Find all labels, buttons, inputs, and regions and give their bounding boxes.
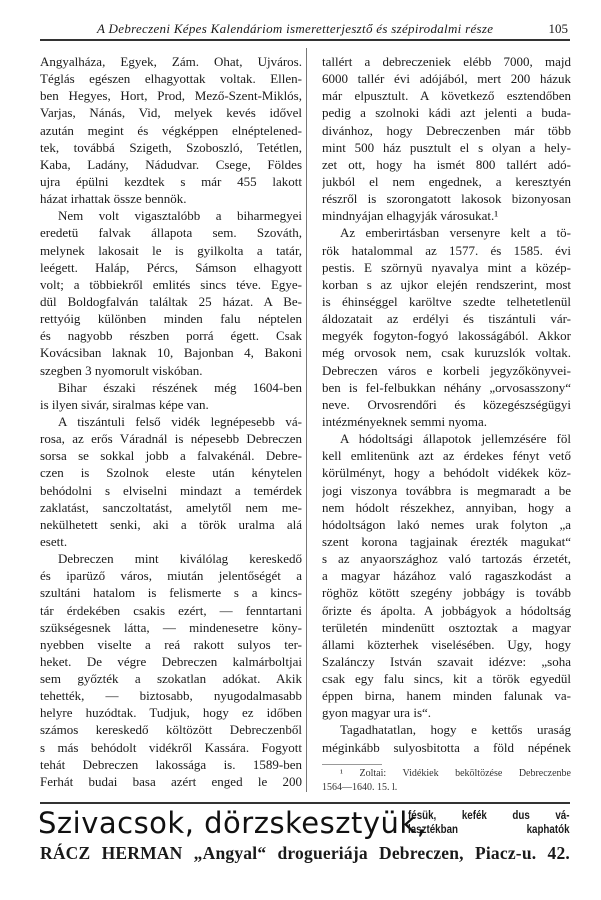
page-number: 105 (548, 21, 568, 36)
paragraph (40, 413, 302, 550)
footnote (322, 767, 571, 795)
text-line: Kaba, Ladány, Nádudvar. Csege, Földes (40, 156, 302, 172)
text-line: még orvosok nem, csak kuruzslók voltak. (322, 345, 571, 361)
text-line: Ferhát budai basa azért enged le 200 (40, 773, 302, 789)
text-line: röghöz kötött szegény jobbágy is tovább (322, 585, 571, 601)
advertisement-rule (40, 802, 570, 804)
text-line: azután megint és végképpen elnéptelened- (40, 122, 302, 138)
paragraph (40, 53, 302, 207)
text-line: zet ott, hogy ha ismét 800 tallért adó- (322, 156, 571, 172)
advertisement-side-line: fésük, kefék dus vá- (408, 810, 570, 822)
text-line: áldozatait az erdélyi és tiszántuli vár- (322, 311, 571, 327)
text-line: Nem volt vigasztalóbb a biharmegyei (58, 208, 302, 224)
text-line: volt; a többiekről emlités sincs téve. Egye- (40, 276, 302, 292)
header-rule (40, 39, 570, 41)
text-line: rettyóig különben minden falu néptelen (40, 311, 302, 327)
text-line: s az anyaországhoz való tartozás érzetét, (322, 551, 571, 567)
text-line: behódolni s elviselni mindazt a temérdek (40, 482, 302, 498)
right-column (322, 53, 571, 756)
text-line: is ilyen sivár, siralmas képe van. (40, 396, 209, 412)
text-line: már elpusztult. A következő esztendőben (322, 88, 571, 104)
text-line: és nagyobb részben porrá égett. Csak (40, 328, 302, 344)
text-line: éppen birna, hanem minden falunak va- (322, 688, 571, 704)
text-line: nekülhetett senki, aki a török uralma alá (40, 516, 302, 532)
text-line: állami közterhek viselésében. Ugy, hogy (322, 636, 571, 652)
text-line: csak egy falu sincs, kit a török egyedül (322, 671, 571, 687)
text-line: kell emlitenünk azt az érdekes fényt vető (322, 448, 571, 464)
text-line: részről is szorongatott lakosok bizonyosan (322, 191, 571, 207)
footnote-rule (322, 764, 382, 765)
text-line: korban s az ujkor elején rendszerint, most (322, 276, 571, 292)
text-line: szultáni hatalom is felismerte s a kincs- (40, 585, 302, 601)
text-line: Angyalháza, Egyek, Zám. Ohat, Ujváros. (40, 54, 302, 69)
text-line: neve. Orvosrendőri és közegészségügyi (322, 396, 571, 412)
text-line: és iparüző város, miután jelentőségét a (40, 568, 302, 584)
text-line: ben is fel-felbukkan néhány „orvosasszony“ (322, 379, 571, 395)
text-line: Az emberirtásban versenyre kelt a tö- (340, 225, 571, 241)
text-line: Varjas, Nánás, Vid, melyek kevés idővel (40, 105, 302, 121)
text-line: Tagadhatatlan, hogy e kettős uraság (340, 722, 571, 738)
text-line: sem győzték a szokatlan adókat. Akik (40, 671, 302, 687)
text-line: leégett. Haláp, Pércs, Sámson elhagyott (40, 259, 302, 275)
text-line: divánhoz, hogy Debreczenben már több (322, 122, 571, 138)
text-line: dül Boldogfalván találtak 25 házat. A Be- (40, 293, 302, 309)
text-line: Kovácsiban laknak 10, Bajonban 4, Bakoni (40, 345, 302, 361)
text-line: őrizte és ápolta. A jobbágyok a hódoltság (322, 602, 571, 618)
paragraph (40, 207, 302, 378)
text-line: intézményeknek semmi nyoma. (322, 413, 487, 429)
left-column (40, 53, 302, 790)
text-line: esett. (40, 533, 68, 549)
text-line: eredetü falvak állapota sem. Szováth, (40, 225, 302, 241)
text-line: 6000 tallér évi adójából, mert 200 házuk (322, 71, 571, 87)
text-line: ujra épülni kezdtek s már 455 lakott (40, 173, 302, 189)
text-line: Debreczen város e korbeli jegyzőkönyvei- (322, 362, 571, 378)
text-line: szegben 3 nyomorult viskóban. (40, 362, 203, 378)
text-line: A hódoltsági állapotok jellemzésére föl (340, 431, 571, 447)
text-line: Debreczen mint kiválólag kereskedő (58, 551, 302, 567)
text-line: s más behódolt vidékről Kassára. Fogyott (40, 739, 302, 755)
text-line: Szalánczy István szavait idézve: „soha (322, 653, 571, 669)
text-line: tek, továbbá Szigeth, Szoboszló, Tetétlen, (40, 139, 302, 155)
text-line: méginkább sulyosbitotta a föld népének (322, 739, 571, 755)
text-line: jukból el nem engednek, a keresztyén (322, 173, 571, 189)
paragraph (322, 53, 571, 224)
text-line: tehát Debreczen lakossága is. 1589-ben (40, 756, 302, 772)
text-line: területén mindenütt osztoztak a magyar (322, 619, 571, 635)
advertisement-side-text (408, 809, 570, 837)
paragraph (322, 224, 571, 430)
text-line: zaklatást, sanczoltatást, amelytől nem me- (40, 499, 302, 515)
text-line: rosa, az erős Váradnál is népesebb Debreczen (40, 431, 302, 447)
text-line: pestis. E szörnyü nyavalya mint a közép- (322, 259, 571, 275)
text-line: rök hatalommal az 1577. és 1585. évi (322, 242, 571, 258)
text-line: helyre huzódtak. Tudjuk, hogy ez időben (40, 705, 302, 721)
text-line: a magyar házához való ragaszkodást a (322, 568, 571, 584)
text-line: sorsa se sokkal jobb a falvakénál. Debre- (40, 448, 302, 464)
column-divider (306, 48, 307, 792)
text-line: mindnyájan elhagyják városukat.¹ (322, 208, 499, 224)
text-line: szent korona tagjainak érezték magukat“ (322, 533, 571, 549)
text-line: hódoltságon lakó nemes urak folyton „a (322, 516, 571, 532)
text-line: számos kereskedő költözött Debreczenből (40, 722, 302, 738)
text-line: ben Hegyes, Hort, Prod, Mező-Szent-Miklós, (40, 88, 302, 104)
text-line: Bihar északi részének még 1604-ben (58, 379, 302, 395)
text-line: tár érdekében csakis ezért, — fenntartani (40, 602, 302, 618)
text-line: körülményt, hogy a behódolt vidékek köz- (322, 465, 571, 481)
advertisement-address: RÁCZ HERMAN „Angyal“ drogueriája Debreczen, Piacz-u. 42. (40, 843, 570, 863)
paragraph (322, 430, 571, 721)
text-line: mint 500 ház pusztult el s olyan a hely- (322, 139, 571, 155)
text-line: pedig a szolnoki kádi azt jelenti a buda- (322, 105, 571, 121)
text-line: A tiszántuli felső vidék legnépesebb vá- (58, 413, 302, 429)
text-line: Téglás egészen elhagyottak voltak. Ellen- (40, 71, 302, 87)
paragraph (322, 721, 571, 755)
text-line: megyék fogyton-fogyó lakosságából. Akkor (322, 328, 571, 344)
text-line: melynek lakosait le is gyilkolta a tatár, (40, 242, 302, 258)
text-line: tallért a debreczeniek elébb 7000, majd (322, 54, 571, 69)
text-line: is éhinséggel karöltve szedte telhetetlenül (322, 293, 571, 309)
advertisement-headline: Szivacsok, dörzskesztyük, (38, 806, 427, 840)
text-line: házat irhattak össze bennök. (40, 191, 187, 207)
text-line: czen is Szolnok eleste után kénytelen (40, 465, 302, 481)
footnote-line: ¹ Zoltai: Vidékiek beköltözése Debreczenbe (340, 768, 571, 779)
text-line: jogi viszonya továbbra is megmaradt a be (322, 482, 571, 498)
footnote-line: 1564—1640. 15. l. (322, 782, 398, 793)
paragraph (40, 550, 302, 790)
text-line: heket. De végre Debreczen kalmárboltjai (40, 653, 302, 669)
text-line: szükségesnek látta, — mindenesetre köny- (40, 619, 302, 635)
text-line: nyebben viselte a reá rakott sulyos ter- (40, 636, 302, 652)
text-line: gyon magyar ura is“. (322, 705, 432, 721)
paragraph (40, 379, 302, 413)
running-header (40, 21, 570, 39)
running-header-title: A Debreczeni Képes Kalendáriom ismeretterjesztő és szépirodalmi része (97, 21, 494, 36)
advertisement-side-line: lasztékban kaphatók (408, 824, 570, 836)
text-line: tehették, — biztosabb, nyugodalmasabb (40, 688, 302, 704)
text-line: nem hódolt részekhez, annyiban, hogy a (322, 499, 571, 515)
